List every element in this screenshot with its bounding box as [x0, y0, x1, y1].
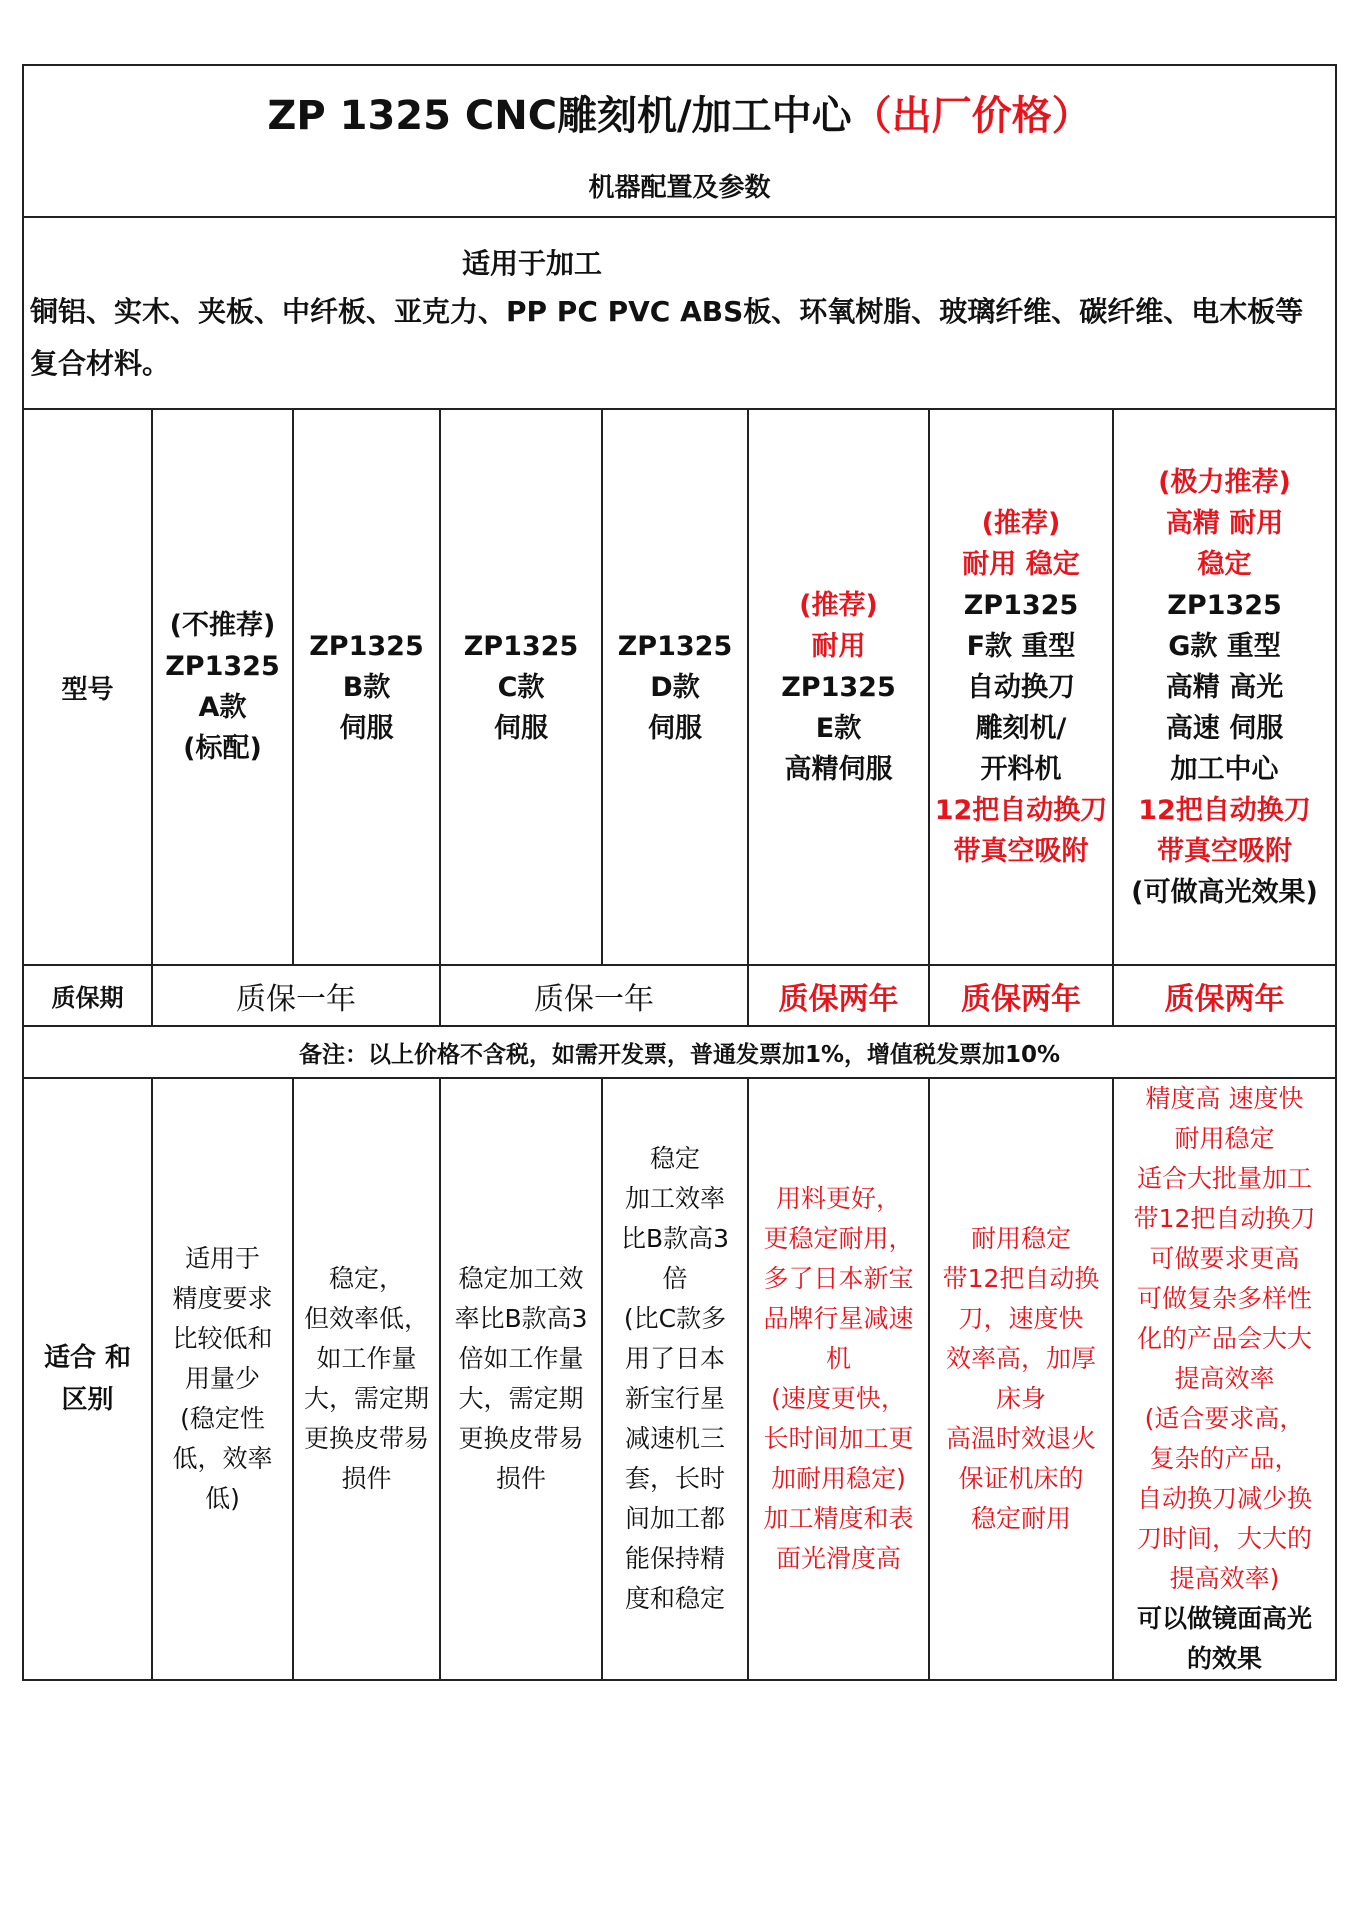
- cell-line: 可做复杂多样性: [1137, 1284, 1313, 1313]
- cell-line: 大，需定期: [458, 1384, 584, 1413]
- diff-cell-b: [293, 1078, 440, 1680]
- cell-line: C款: [497, 671, 545, 703]
- cell-line: D款: [650, 671, 700, 703]
- cell-line: 减速机三: [624, 1424, 725, 1453]
- cell-line: 可做要求更高: [1149, 1244, 1300, 1273]
- cell-line: 化的产品会大大: [1137, 1324, 1313, 1353]
- cell-line: 如工作量: [316, 1344, 417, 1373]
- cell-line: 新宝行星: [624, 1384, 725, 1413]
- cell-line: 倍如工作量: [458, 1344, 584, 1373]
- cell-line: 稳定: [649, 1144, 700, 1173]
- cell-line: ZP1325: [463, 630, 579, 662]
- warranty-ab: 质保一年: [152, 965, 440, 1026]
- cell-line: 提高效率: [1174, 1364, 1275, 1393]
- model-cell-a: [152, 409, 293, 965]
- cell-line: 刀，速度快: [958, 1304, 1084, 1333]
- warranty-cd: 质保一年: [440, 965, 748, 1026]
- cell-line: A款: [198, 692, 247, 723]
- cell-line: 长时间加工更: [763, 1424, 914, 1453]
- differences-label-line: 区别: [61, 1385, 114, 1415]
- note-row: [23, 1026, 1336, 1078]
- title-row: [23, 65, 1336, 217]
- cell-line: (极力推荐): [1158, 466, 1291, 498]
- warranty-row: [23, 965, 1336, 1026]
- cell-line: 效率高，加厚: [945, 1344, 1096, 1373]
- diff-cell-e: [748, 1078, 929, 1680]
- cell-line: 用料更好，: [775, 1184, 901, 1213]
- cell-line: 提高效率): [1169, 1564, 1280, 1593]
- cell-line: 高温时效退火: [945, 1424, 1096, 1453]
- cell-line: 高精 高光: [1165, 671, 1284, 703]
- cell-line: (速度更快，: [771, 1384, 906, 1413]
- cell-line: 耐用 稳定: [962, 548, 1080, 580]
- cell-line: 品牌行星减速: [763, 1304, 914, 1333]
- diff-cell-a: [152, 1078, 293, 1680]
- cell-line: 加耐用稳定): [771, 1464, 906, 1493]
- cell-line: 比B款高3: [620, 1224, 730, 1253]
- diff-cell-f: [929, 1078, 1113, 1680]
- differences-label-line: 适合 和: [43, 1343, 132, 1373]
- cell-line: 12把自动换刀: [1138, 794, 1311, 826]
- cell-line: F款 重型: [966, 630, 1076, 662]
- cell-line: 比较低和: [172, 1324, 273, 1353]
- cell-line: 套，长时: [624, 1464, 725, 1493]
- cell-line: 伺服: [494, 712, 548, 744]
- page-subtitle: 机器配置及参数: [588, 173, 771, 203]
- cell-line: 稳定耐用: [970, 1504, 1071, 1533]
- model-cell-g: [1113, 409, 1336, 965]
- cell-line: ZP1325: [309, 630, 424, 662]
- cell-line: (不推荐): [169, 610, 276, 641]
- cell-line: 更换皮带易: [458, 1424, 584, 1453]
- diff-cell-g: [1113, 1078, 1336, 1680]
- cell-line: 大，需定期: [303, 1384, 429, 1413]
- diff-cell-c: [440, 1078, 602, 1680]
- cell-line: 度和稳定: [624, 1584, 725, 1613]
- cell-line: 自动换刀减少换: [1137, 1484, 1313, 1513]
- cell-line: 稳定加工效: [458, 1264, 584, 1293]
- cell-line: ZP1325: [1167, 589, 1282, 621]
- title-cell: [23, 65, 1336, 217]
- cell-line: ZP1325: [963, 589, 1079, 621]
- cell-line: 稳定，: [328, 1264, 404, 1293]
- cell-line: 机: [825, 1344, 851, 1373]
- cell-line: 用了日本: [624, 1344, 725, 1373]
- model-row-label: 型号: [23, 409, 152, 965]
- model-cell-c: [440, 409, 602, 965]
- cell-line: 复杂的产品，: [1149, 1444, 1300, 1473]
- page-title: [26, 84, 1333, 141]
- warranty-row-label: 质保期: [23, 965, 152, 1026]
- cell-line: 但效率低，: [303, 1304, 429, 1333]
- warranty-f: 质保两年: [929, 965, 1113, 1026]
- cell-line: 低，效率: [172, 1444, 273, 1473]
- cell-line: (适合要求高，: [1144, 1404, 1305, 1433]
- cell-line: 面光滑度高: [775, 1544, 901, 1573]
- cell-line: 率比B款高3: [454, 1304, 588, 1333]
- model-cell-b: [293, 409, 440, 965]
- cell-line: (标配): [183, 733, 262, 764]
- cell-line: (稳定性: [180, 1404, 265, 1433]
- cell-line: 带真空吸附: [1157, 835, 1293, 867]
- cell-line: 更换皮带易: [303, 1424, 429, 1453]
- cell-line: 倍: [662, 1264, 688, 1293]
- cell-line: (比C款多: [623, 1304, 727, 1333]
- cell-line: 带12把自动换: [942, 1264, 1100, 1293]
- materials-text: 铜铝、实木、夹板、中纤板、亚克力、PP PC PVC ABS板、环氧树脂、玻璃纤维、碳纤维、电木板等复合材料。: [30, 295, 1304, 380]
- cell-line: (可做高光效果): [1131, 876, 1318, 908]
- cell-line: 耐用稳定: [970, 1224, 1071, 1253]
- cell-line: 适合大批量加工: [1137, 1164, 1313, 1193]
- cell-line: 用量少: [184, 1364, 260, 1393]
- cell-line: E款: [815, 712, 862, 744]
- cell-line: 的效果: [1187, 1644, 1263, 1673]
- cell-line: 更稳定耐用，: [763, 1224, 914, 1253]
- cell-line: 12把自动换刀: [934, 794, 1108, 826]
- materials-row: [23, 217, 1336, 409]
- cell-line: 保证机床的: [958, 1464, 1084, 1493]
- title-main: ZP 1325 CNC雕刻机/加工中心: [267, 93, 852, 139]
- cell-line: 稳定: [1197, 548, 1252, 580]
- note-text: 备注：以上价格不含税，如需开发票，普通发票加1%，增值税发票加10%: [23, 1026, 1336, 1078]
- materials-cell: [23, 217, 1336, 409]
- model-row: [23, 409, 1336, 965]
- model-cell-e: [748, 409, 929, 965]
- cell-line: 精度要求: [172, 1284, 273, 1313]
- cell-line: 带真空吸附: [953, 835, 1089, 867]
- cell-line: 能保持精: [624, 1544, 725, 1573]
- cell-line: 雕刻机/: [975, 712, 1067, 744]
- cell-line: 高精 耐用: [1165, 507, 1284, 539]
- cell-line: 加工精度和表: [763, 1504, 914, 1533]
- cell-line: 高速 伺服: [1165, 712, 1284, 744]
- differences-row-label: [23, 1078, 152, 1680]
- cell-line: 伺服: [339, 712, 394, 744]
- cell-line: 自动换刀: [967, 671, 1075, 703]
- cell-line: 高精伺服: [784, 753, 893, 785]
- materials-heading: 适用于加工: [462, 247, 603, 280]
- cell-line: B款: [342, 671, 391, 703]
- differences-row: [23, 1078, 1336, 1680]
- cell-line: 加工中心: [1170, 753, 1279, 785]
- cell-line: 低): [205, 1484, 240, 1513]
- cell-line: 加工效率: [624, 1184, 725, 1213]
- cell-line: (推荐): [981, 507, 1061, 539]
- cell-line: 带12把自动换刀: [1133, 1204, 1316, 1233]
- cell-line: 多了日本新宝: [763, 1264, 914, 1293]
- warranty-g: 质保两年: [1113, 965, 1336, 1026]
- cell-line: G款 重型: [1168, 630, 1281, 662]
- cell-line: 伺服: [648, 712, 702, 744]
- cell-line: 耐用: [811, 630, 866, 662]
- cell-line: ZP1325: [781, 671, 896, 703]
- cell-line: 适用于: [184, 1244, 260, 1273]
- cell-line: (推荐): [799, 589, 878, 621]
- cell-line: 耐用稳定: [1174, 1124, 1275, 1153]
- model-cell-f: [929, 409, 1113, 965]
- cell-line: 刀时间，大大的: [1137, 1524, 1313, 1553]
- cell-line: 床身: [995, 1384, 1046, 1413]
- model-cell-d: [602, 409, 748, 965]
- diff-cell-d: [602, 1078, 748, 1680]
- cell-line: 损件: [495, 1464, 546, 1493]
- cell-line: ZP1325: [165, 651, 280, 682]
- cell-line: 可以做镜面高光: [1137, 1604, 1313, 1633]
- warranty-e: 质保两年: [748, 965, 929, 1026]
- cell-line: 损件: [341, 1464, 392, 1493]
- cell-line: ZP1325: [617, 630, 733, 662]
- cell-line: 间加工都: [624, 1504, 725, 1533]
- spec-table: [22, 64, 1337, 1681]
- cell-line: 开料机: [980, 753, 1062, 785]
- title-price-label: （出厂价格）: [851, 93, 1092, 139]
- cell-line: 精度高 速度快: [1145, 1084, 1304, 1113]
